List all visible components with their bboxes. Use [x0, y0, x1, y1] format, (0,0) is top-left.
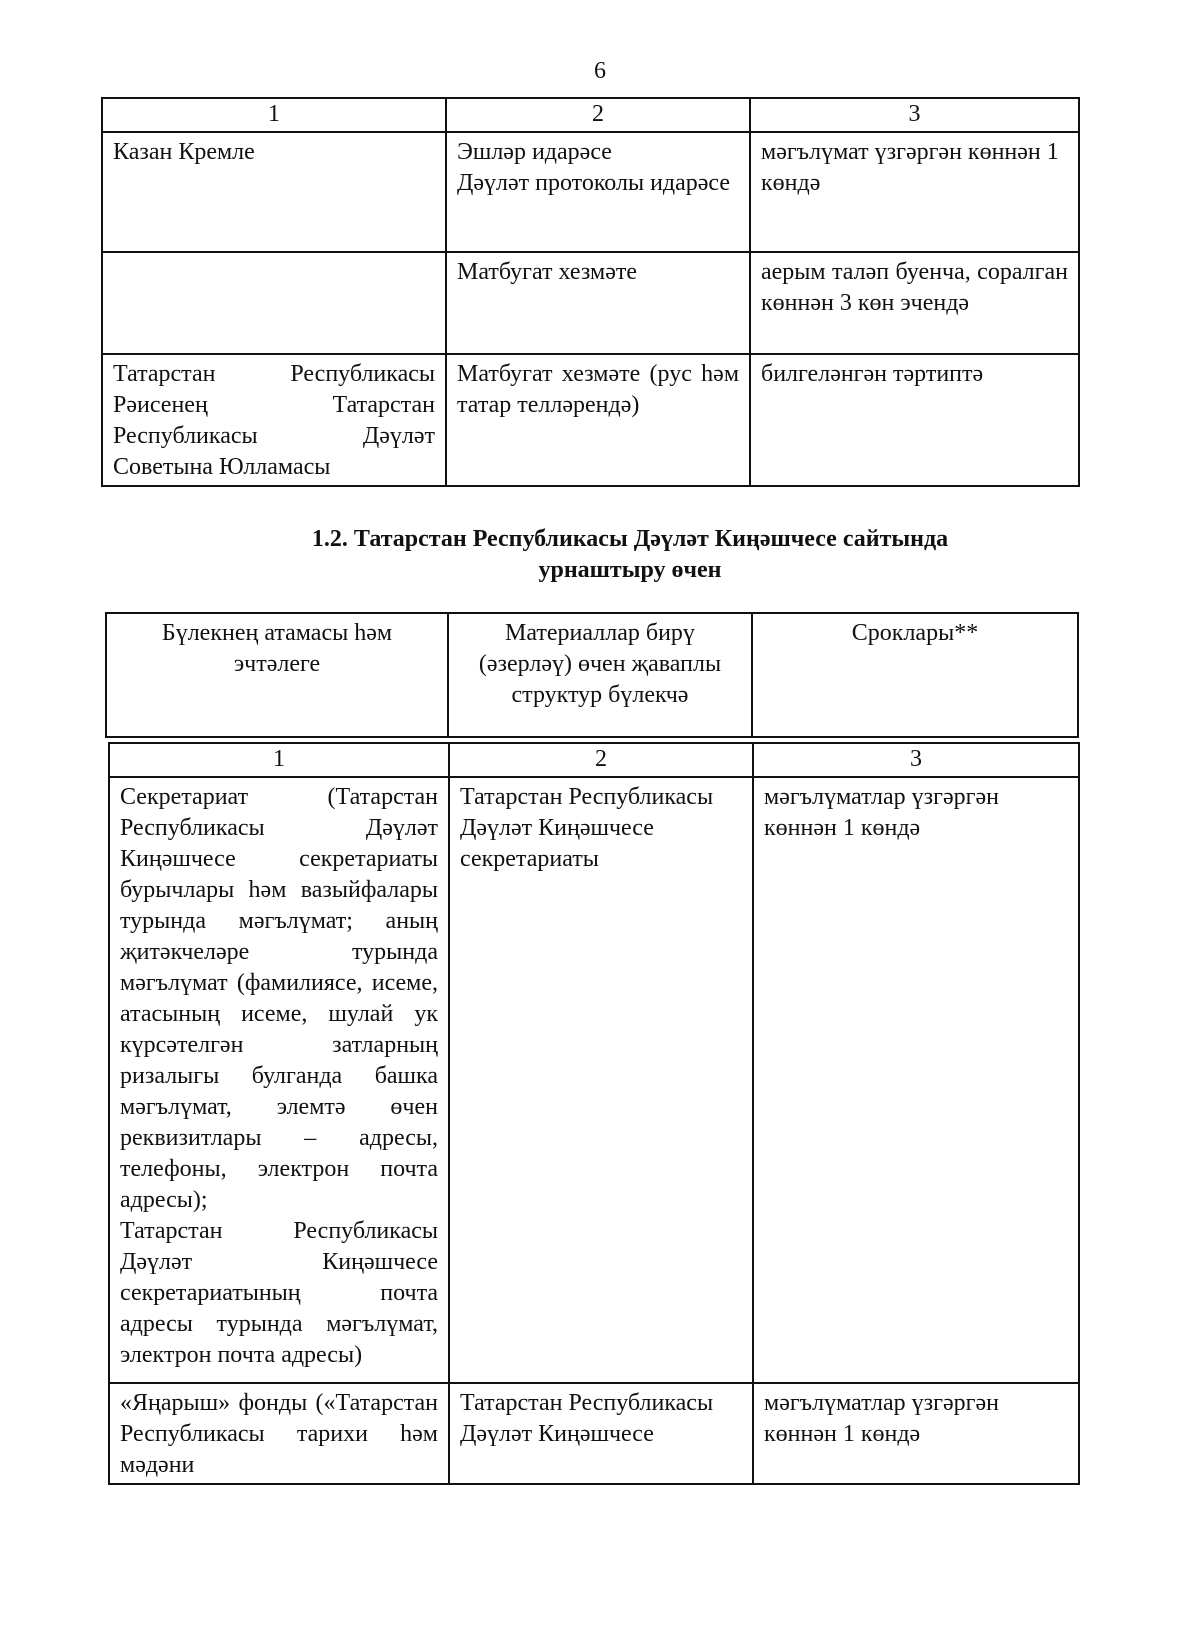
column-number: 1 — [102, 98, 446, 132]
table-row — [109, 777, 1079, 1383]
table-header-row — [109, 743, 1079, 777]
heading-line-2: урнаштыру өчен — [538, 557, 722, 583]
section-description: Секретариат (Татарстан Республикасы Дәүләт Киңәшчесе секретариаты бурычлары һәм вазыйфалары турында мәгълүмат; аның җитәкчеләре турында мәгълүмат (фамилиясе, исеме, атасының исеме, шулай ук күрсәтелгән затларның ризалыгы булганда башка мәгълүмат, элемтә өчен реквизитлары – адресы, телефоны, электрон почта адресы); — [120, 784, 438, 1213]
content-table — [108, 742, 1080, 1485]
table-row — [102, 354, 1079, 486]
header-section-name: Бүлекнең атамасы һәм эчтәлеге — [106, 613, 448, 737]
cell-section — [102, 252, 446, 354]
table-row — [102, 252, 1079, 354]
table-header-row — [102, 98, 1079, 132]
column-number: 3 — [753, 743, 1079, 777]
table-continued — [101, 97, 1080, 487]
cell-section — [109, 777, 449, 1383]
column-number: 3 — [750, 98, 1079, 132]
cell-section: «Яңарыш» фонды («Татарстан Республикасы тарихи һәм мәдәни — [109, 1383, 449, 1484]
column-number: 1 — [109, 743, 449, 777]
cell-department: Матбугат хезмәте — [446, 252, 750, 354]
cell-section: Татарстан Республикасы Рәисенең Татарстан Республикасы Дәүләт Советына Юлламасы — [102, 354, 446, 486]
department-line: Эшләр идарәсе — [457, 139, 612, 165]
cell-department: Татарстан Республикасы Дәүләт Киңәшчесе секретариаты — [449, 777, 753, 1383]
cell-deadline: мәгълүмат үзгәргән көннән 1 көндә — [750, 132, 1079, 252]
page-number: 6 — [594, 58, 606, 84]
cell-deadline: аерым таләп буенча, соралган көннән 3 көн эчендә — [750, 252, 1079, 354]
cell-deadline: мәгълүматлар үзгәргән көннән 1 көндә — [753, 777, 1079, 1383]
cell-deadline: мәгълүматлар үзгәргән көннән 1 көндә — [753, 1383, 1079, 1484]
header-responsible-unit: Материаллар бирү (әзерләү) өчен җаваплы структур бүлекчә — [448, 613, 752, 737]
cell-department — [446, 132, 750, 252]
column-number: 2 — [446, 98, 750, 132]
header-table — [105, 612, 1079, 738]
cell-section: Казан Кремле — [102, 132, 446, 252]
column-number: 2 — [449, 743, 753, 777]
cell-department: Матбугат хезмәте (рус һәм татар телләрендә) — [446, 354, 750, 486]
table-header-row — [106, 613, 1078, 737]
cell-department: Татарстан Республикасы Дәүләт Киңәшчесе — [449, 1383, 753, 1484]
header-deadlines: Сроклары** — [752, 613, 1078, 737]
table-row — [109, 1383, 1079, 1484]
cell-deadline: билгеләнгән тәртиптә — [750, 354, 1079, 486]
section-description: Татарстан Республикасы Дәүләт Киңәшчесе секретариатының почта адресы турында мәгълүмат, электрон почта адресы) — [120, 1218, 438, 1368]
department-line: Дәүләт протоколы идарәсе — [457, 170, 731, 196]
table-row — [102, 132, 1079, 252]
heading-line-1: 1.2. Татарстан Республикасы Дәүләт Киңәшчесе сайтында — [311, 526, 949, 552]
section-heading — [0, 524, 1200, 586]
